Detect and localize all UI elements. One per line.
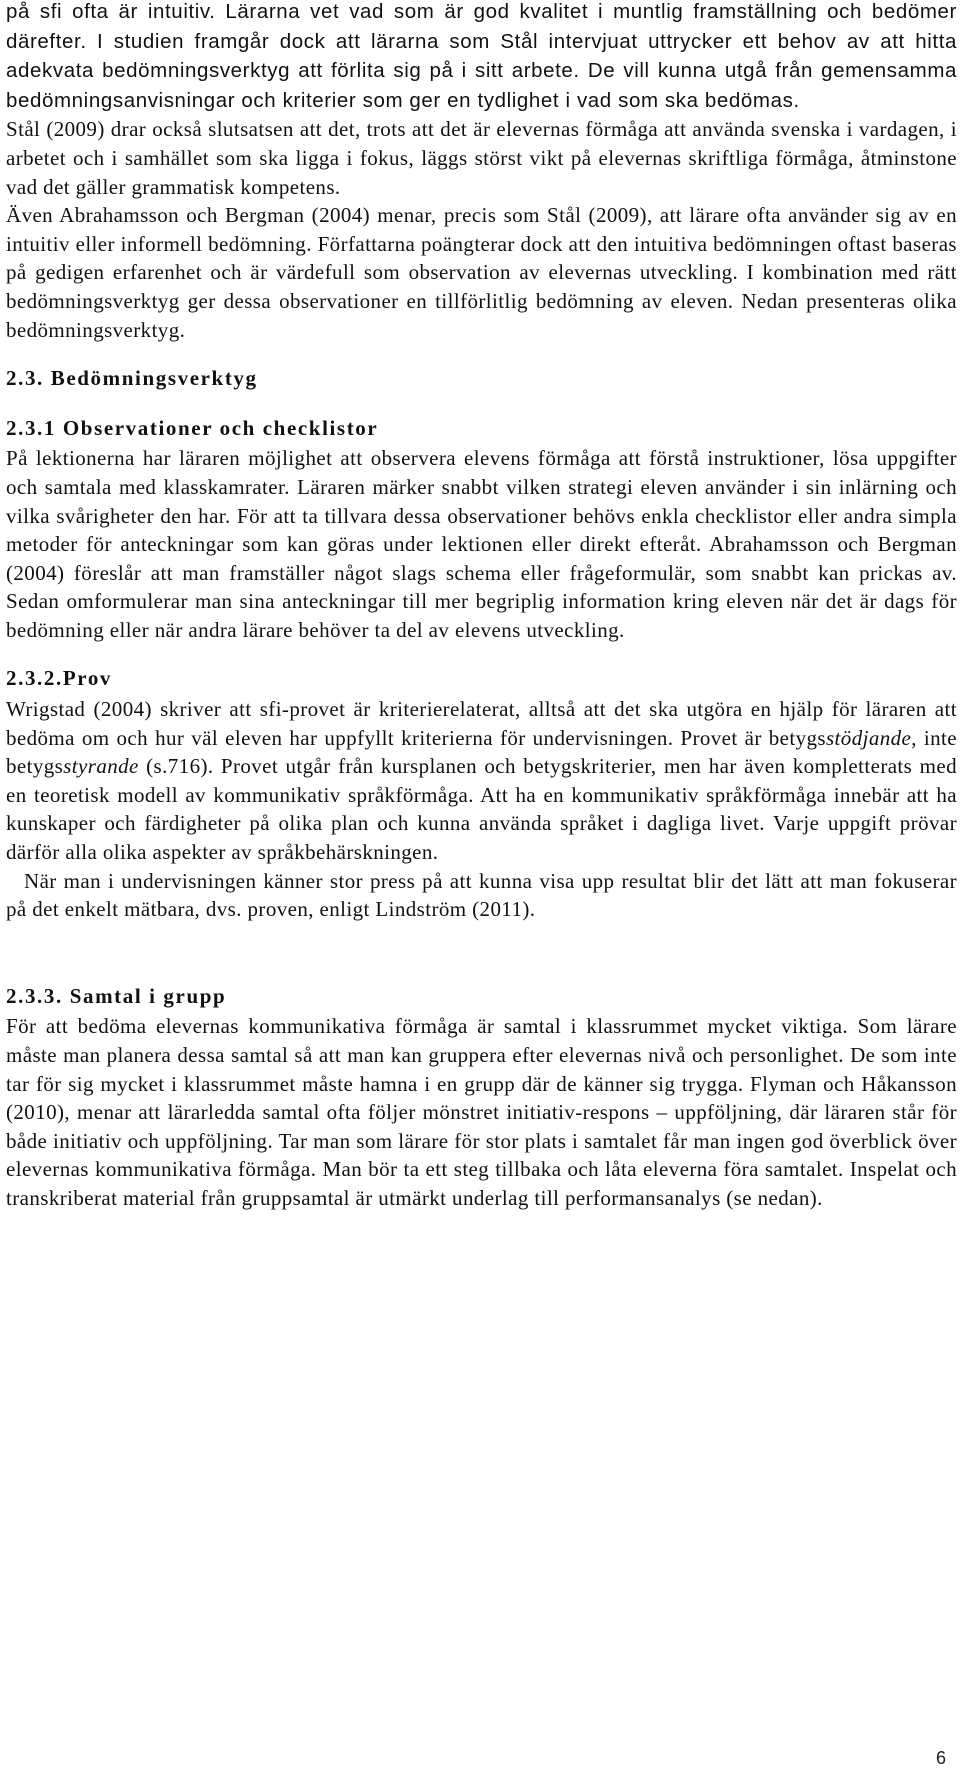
paragraph-samtal: För att bedöma elevernas kommunikativa förmåga är samtal i klassrummet mycket viktiga. Som lärare måste man planera dessa samtal så att man kan gruppera efter elevernas nivå och personlighet. De som inte tar för sig mycket i klassrummet måste hamna i en grupp där de känner sig trygga. Flyman och Håkansson (2010), menar att lärarledda samtal ofta följer mönstret initiativ-respons – uppföljning, där läraren står för både initiativ och uppföljning. Tar man som lärare för stor plats i samtalet får man ingen god överblick över elevernas kommunikativa förmåga. Man bör ta ett steg tillbaka och låta eleverna föra samtalet. Inspelat och transkriberat material från gruppsamtal är utmärkt underlag till performansanalys (se nedan). — [6, 1014, 957, 1210]
paragraph-prov-2: När man i undervisningen känner stor press på att kunna visa upp resultat blir det lätt att man fokuserar på det enkelt mätbara, dvs. proven, enligt Lindström (2011). — [6, 868, 957, 922]
paragraph-prov-part-3: (s.716). Provet utgår från kursplanen och betygskriterier, men har även kompletterats med en teoretisk modell av kommunikativ språkförmåga. Att ha en kommunikativ språkförmåga innebär att ha kunskaper och färdigheter på olika plan och kunna använda språket i dagliga livet. Varje uppgift prövar därför alla olika aspekter av språkbehärskningen. — [6, 754, 957, 865]
emphasis-stodjande: stödjande — [825, 725, 912, 750]
page-number: 6 — [935, 1748, 946, 1768]
paragraph-prov-part-2: , inte betygs — [6, 725, 958, 779]
intro-paragraph-sans-part: på sfi ofta är intuitiv. Lärarna vet vad som är god kvalitet i muntlig framställning och bedömer därefter. I studien framgår dock att lärarna som Stål intervjuat uttrycker ett behov av att hitta adekvata bedömningsverktyg att förlita sig på i sitt arbete. — [6, 0, 957, 83]
paragraph-observationer: På lektionerna har läraren möjlighet att observera elevens förmåga att förstå instruktioner, lösa uppgifter och samtala med klasskamrater. Läraren märker snabbt vilken strategi eleven använder i sin inlärning och vilka svårigheter den har. För att ta tillvara dessa observationer behövs enkla checklistor eller andra simpla metoder för anteckningar som kan göras under lektionen eller direkt efteråt. Abrahamsson och Bergman (2004) föreslår att man framställer något slags schema eller frågeformulär, som snabbt kan prickas av. Sedan omformulerar man sina anteckningar till mer begriplig information kring eleven när det är dags för bedömning eller när andra lärare behöver ta del av elevens utveckling. — [6, 446, 957, 642]
intro-paragraph — [6, 0, 957, 115]
paragraph-prov — [6, 695, 957, 867]
section-heading-2-3-3: 2.3.3. Samtal i grupp — [6, 983, 227, 1008]
emphasis-styrande: styrande — [63, 754, 139, 779]
section-heading-2-3: 2.3. Bedömningsverktyg — [6, 366, 258, 391]
intro-paragraph-sans-part-2: De vill kunna utgå från gemensamma bedömningsanvisningar och kriterier som ger en tydlighet i vad som ska bedömas. — [6, 59, 957, 112]
section-heading-2-3-2: 2.3.2.Prov — [6, 666, 113, 691]
paragraph-stal: Stål (2009) drar också slutsatsen att det, trots att det är elevernas förmåga att använda svenska i vardagen, i arbetet och i samhället som ska ligga i fokus, läggs störst vikt på elevernas skriftliga förmåga, åtminstone vad det gäller grammatisk kompetens. — [6, 117, 957, 199]
paragraph-prov-part-1: Wrigstad (2004) skriver att sfi-provet är kriterierelaterat, alltså att det ska utgöra en hjälp för läraren att bedöma om och hur väl eleven har uppfyllt kriterierna för undervisningen. Provet är betygs — [6, 697, 957, 750]
section-heading-2-3-1: 2.3.1 Observationer och checklistor — [6, 415, 379, 440]
document-page — [6, 0, 957, 1213]
paragraph-abrahamsson: Även Abrahamsson och Bergman (2004) menar, precis som Stål (2009), att lärare ofta använder sig av en intuitiv eller informell bedömning. Författarna poängterar dock att den intuitiva bedömningen oftast baseras på gedigen erfarenhet och är värdefull som observation av elevernas utveckling. I kombination med rätt bedömningsverktyg ger dessa observationer en tillförlitlig bedömning av eleven. Nedan presenteras olika bedömningsverktyg. — [6, 203, 957, 342]
